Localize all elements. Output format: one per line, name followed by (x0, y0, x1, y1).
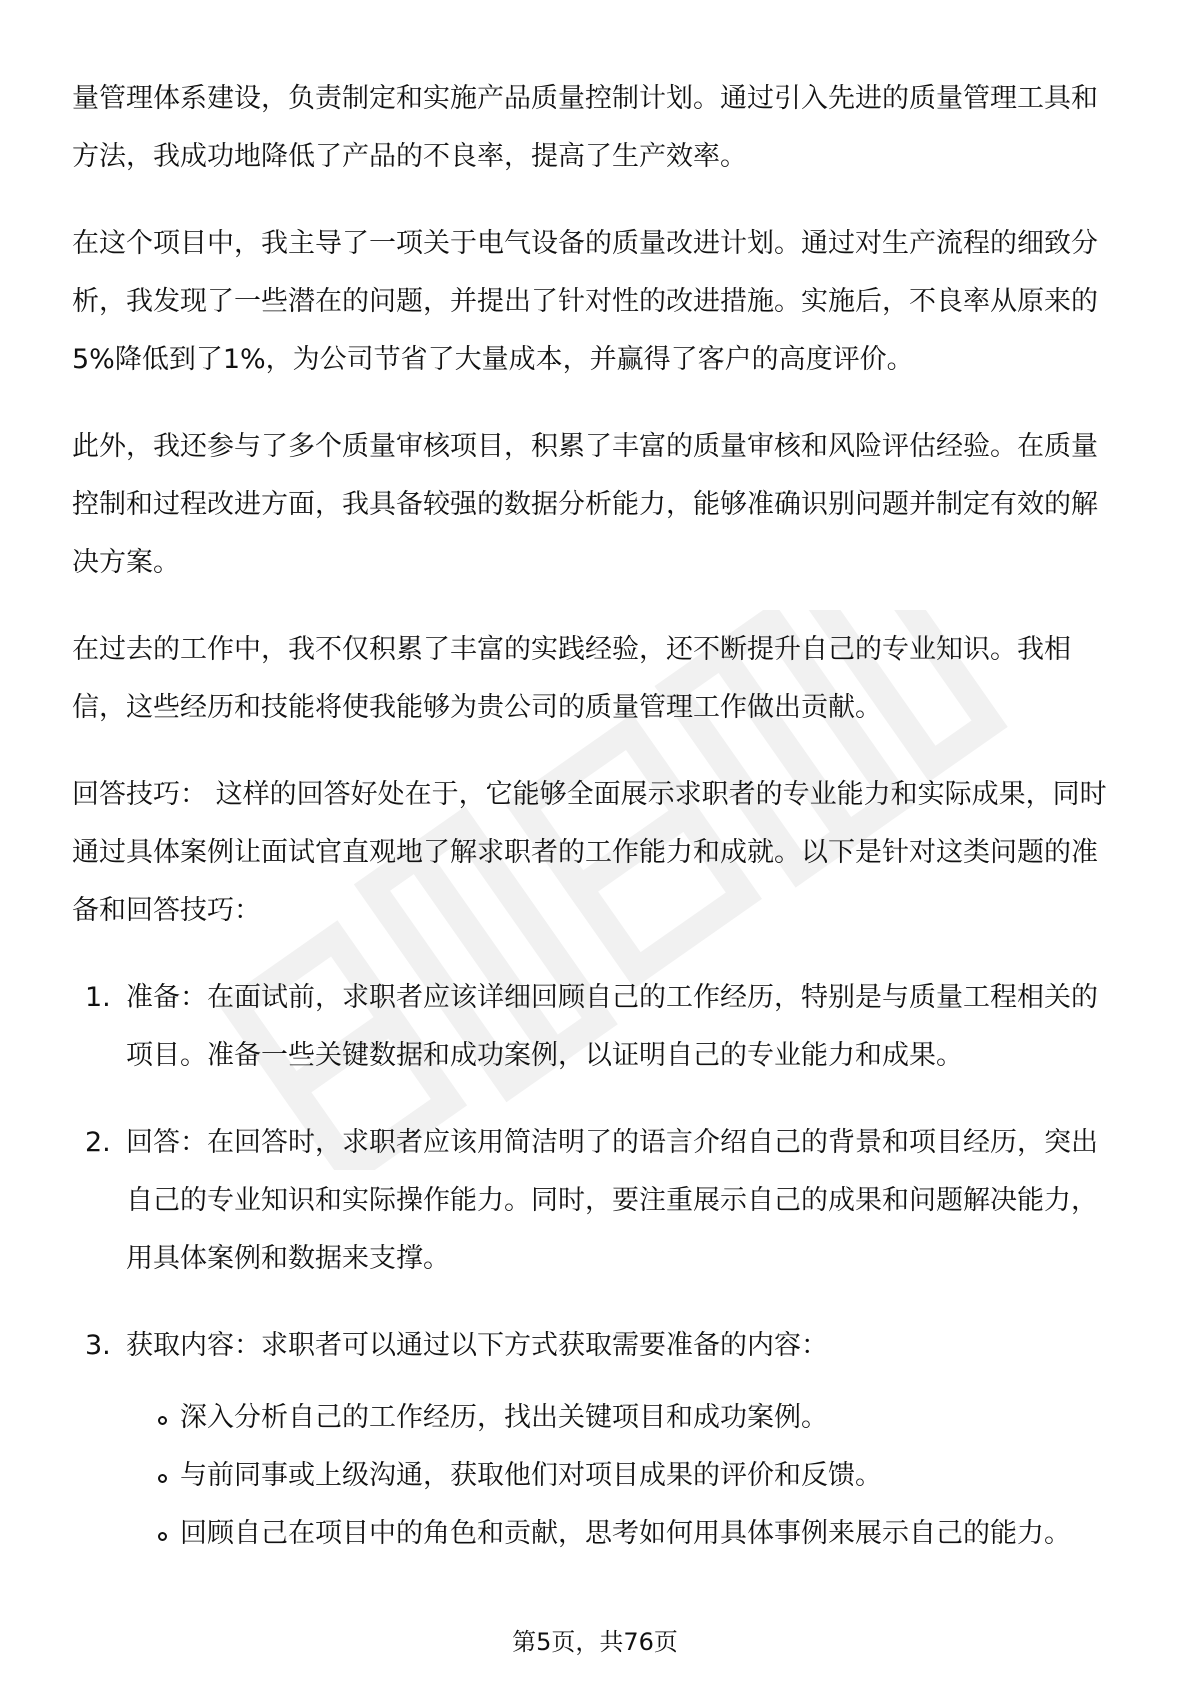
sub-list-item (72, 1389, 1120, 1447)
circle-bullet-icon (158, 1474, 167, 1483)
circle-bullet-icon (158, 1416, 167, 1425)
sub-list-item (72, 1447, 1120, 1505)
list-item-text: 回答：在回答时，求职者应该用简洁明了的语言介绍自己的背景和项目经历，突出自己的专业知识和实际操作能力。同时，要注重展示自己的成果和问题解决能力，用具体案例和数据来支撑。 (126, 1127, 1098, 1274)
list-item (72, 1317, 1120, 1375)
sub-list (72, 1389, 1120, 1563)
paragraph-answer-tips: 回答技巧： 这样的回答好处在于，它能够全面展示求职者的专业能力和实际成果，同时通过具体案例让面试官直观地了解求职者的工作能力和成就。以下是针对这类问题的准备和回答技巧： (72, 779, 1107, 926)
list-item (72, 969, 1120, 1085)
list-number: 2. (85, 1127, 111, 1158)
list-item-text: 获取内容：求职者可以通过以下方式获取需要准备的内容： (126, 1330, 828, 1361)
paragraph-4: 在过去的工作中，我不仅积累了丰富的实践经验，还不断提升自己的专业知识。我相信，这些经历和技能将使我能够为贵公司的质量管理工作做出贡献。 (72, 634, 1071, 723)
tips-list (72, 969, 1120, 1375)
list-item (72, 1114, 1120, 1288)
list-number: 1. (85, 982, 111, 1013)
paragraph-3: 此外，我还参与了多个质量审核项目，积累了丰富的质量审核和风险评估经验。在质量控制和过程改进方面，我具备较强的数据分析能力，能够准确识别问题并制定有效的解决方案。 (72, 431, 1098, 578)
paragraph-1: 量管理体系建设，负责制定和实施产品质量控制计划。通过引入先进的质量管理工具和方法，我成功地降低了产品的不良率，提高了生产效率。 (72, 83, 1098, 172)
list-item-text: 准备：在面试前，求职者应该详细回顾自己的工作经历，特别是与质量工程相关的项目。准备一些关键数据和成功案例，以证明自己的专业能力和成果。 (126, 982, 1098, 1071)
circle-bullet-icon (158, 1532, 167, 1541)
list-number: 3. (85, 1330, 111, 1361)
sub-list-item (72, 1505, 1120, 1563)
sub-list-item-text: 深入分析自己的工作经历，找出关键项目和成功案例。 (180, 1402, 828, 1433)
sub-list-item-text: 与前同事或上级沟通，获取他们对项目成果的评价和反馈。 (180, 1460, 882, 1491)
main-content (72, 70, 1120, 1563)
page-footer: 第5页，共76页 (512, 1628, 678, 1656)
sub-list-item-text: 回顾自己在项目中的角色和贡献，思考如何用具体事例来展示自己的能力。 (180, 1518, 1071, 1549)
paragraph-2: 在这个项目中，我主导了一项关于电气设备的质量改进计划。通过对生产流程的细致分析，我发现了一些潜在的问题，并提出了针对性的改进措施。实施后，不良率从原来的5%降低到了1%，为公司节省了大量成本，并赢得了客户的高度评价。 (72, 228, 1098, 375)
